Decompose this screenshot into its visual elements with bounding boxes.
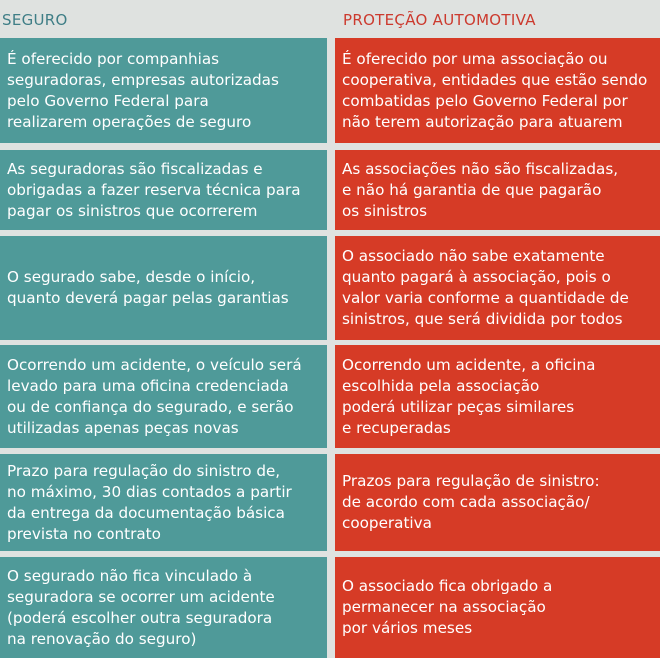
table-row: [0, 345, 660, 448]
protecao-cell: [335, 236, 660, 340]
seguro-cell-text: Ocorrendo um acidente, o veículo será levado para uma oficina credenciada ou de confiança do segurado, e serão utilizadas apenas peças novas: [7, 355, 302, 437]
seguro-cell: [0, 236, 327, 340]
protecao-cell-text: Ocorrendo um acidente, a oficina escolhida pela associação poderá utilizar peças similares e recuperadas: [342, 355, 596, 437]
protecao-cell: [335, 38, 660, 143]
table-row: [0, 236, 660, 340]
protecao-cell: [335, 454, 660, 551]
seguro-cell: [0, 150, 327, 230]
protecao-cell-text: O associado não sabe exatamente quanto pagará à associação, pois o valor varia conforme a quantidade de sinistros, que será dividida por todos: [342, 247, 629, 328]
seguro-cell-text: O segurado não fica vinculado à seguradora se ocorrer um acidente (poderá escolher outra seguradora na renovação do seguro): [7, 566, 275, 648]
table-row: [0, 557, 660, 658]
seguro-cell: [0, 345, 327, 448]
seguro-cell-text: Prazo para regulação do sinistro de, no máximo, 30 dias contados a partir da entrega da documentação básica prevista no contrato: [7, 461, 292, 543]
protecao-cell-text: O associado fica obrigado a permanecer na associação por vários meses: [342, 577, 553, 637]
seguro-cell: [0, 38, 327, 143]
protecao-cell: [335, 557, 660, 658]
seguro-column-title: SEGURO: [2, 11, 68, 29]
seguro-cell: [0, 557, 327, 658]
protecao-column-title: PROTEÇÃO AUTOMOTIVA: [343, 11, 536, 29]
seguro-cell-text: O segurado sabe, desde o início, quanto deverá pagar pelas garantias: [7, 268, 289, 307]
protecao-cell-text: As associações não são fiscalizadas, e não há garantia de que pagarão os sinistros: [342, 159, 619, 220]
table-header: [0, 0, 660, 38]
protecao-cell: [335, 150, 660, 230]
protecao-cell: [335, 345, 660, 448]
table-row: [0, 454, 660, 551]
protecao-cell-text: Prazos para regulação de sinistro: de acordo com cada associação/ cooperativa: [342, 472, 600, 532]
table-row: [0, 150, 660, 230]
seguro-cell: [0, 454, 327, 551]
seguro-cell-text: As seguradoras são fiscalizadas e obrigadas a fazer reserva técnica para pagar os sinistros que ocorrerem: [7, 159, 301, 220]
table-row: [0, 38, 660, 143]
protecao-cell-text: É oferecido por uma associação ou cooperativa, entidades que estão sendo combatidas pelo Governo Federal por não terem autorização para atuarem: [342, 49, 648, 131]
seguro-cell-text: É oferecido por companhias seguradoras, empresas autorizadas pelo Governo Federal para realizarem operações de seguro: [7, 49, 279, 131]
